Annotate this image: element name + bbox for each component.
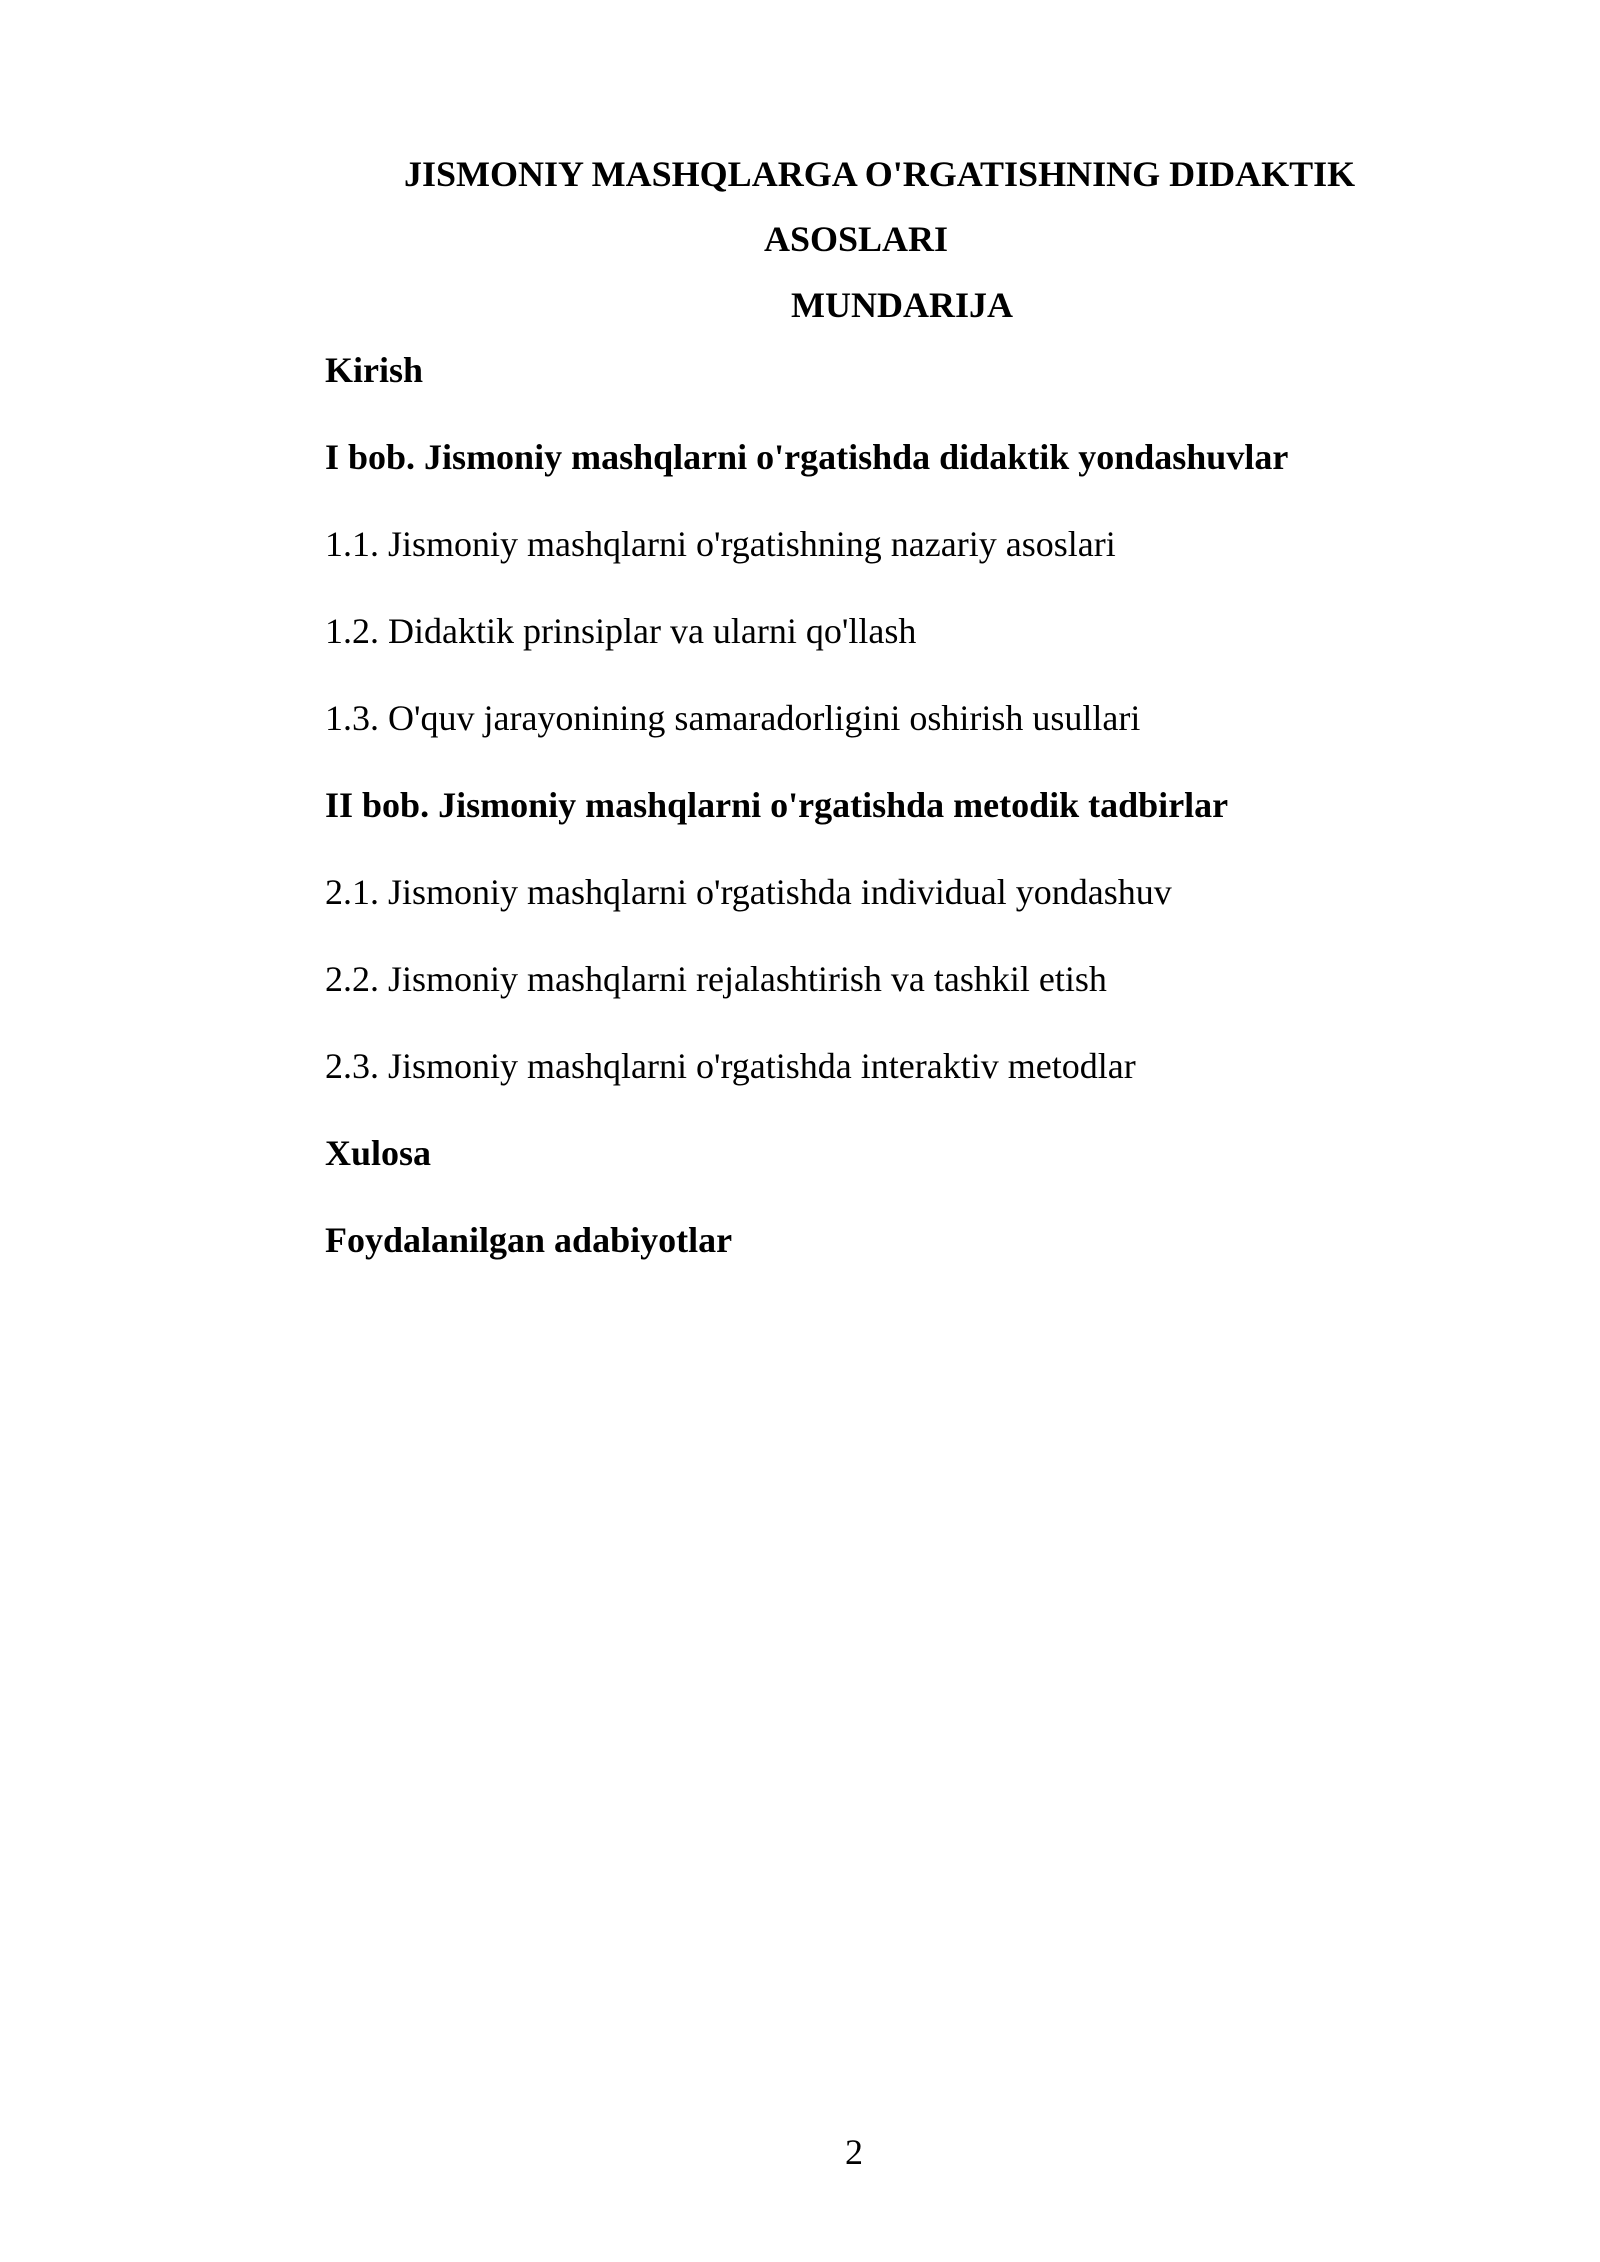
table-of-contents — [325, 348, 1475, 1305]
page-number: 2 — [845, 2132, 863, 2172]
document-title-line-1: JISMONIY MASHQLARGA O'RGATISHNING DIDAKTIK — [404, 154, 1356, 194]
toc-item-kirish: Kirish — [325, 350, 424, 390]
toc-item-chapter-1: I bob. Jismoniy mashqlarni o'rgatishda didaktik yondashuvlar — [325, 437, 1289, 477]
toc-item-adabiyotlar: Foydalanilgan adabiyotlar — [325, 1220, 733, 1260]
toc-item-xulosa: Xulosa — [325, 1133, 432, 1173]
toc-item-section-1-3: 1.3. O'quv jarayonining samaradorligini oshirish usullari — [325, 698, 1141, 738]
toc-item-chapter-2: II bob. Jismoniy mashqlarni o'rgatishda metodik tadbirlar — [325, 785, 1229, 825]
toc-item-section-2-2: 2.2. Jismoniy mashqlarni rejalashtirish va tashkil etish — [325, 959, 1107, 999]
toc-heading: MUNDARIJA — [791, 285, 1013, 325]
document-title-line-2: ASOSLARI — [764, 219, 949, 259]
toc-item-section-1-2: 1.2. Didaktik prinsiplar va ularni qo'llash — [325, 611, 917, 651]
toc-item-section-2-1: 2.1. Jismoniy mashqlarni o'rgatishda individual yondashuv — [325, 872, 1172, 912]
toc-item-section-1-1: 1.1. Jismoniy mashqlarni o'rgatishning nazariy asoslari — [325, 524, 1116, 564]
toc-item-section-2-3: 2.3. Jismoniy mashqlarni o'rgatishda interaktiv metodlar — [325, 1046, 1136, 1086]
